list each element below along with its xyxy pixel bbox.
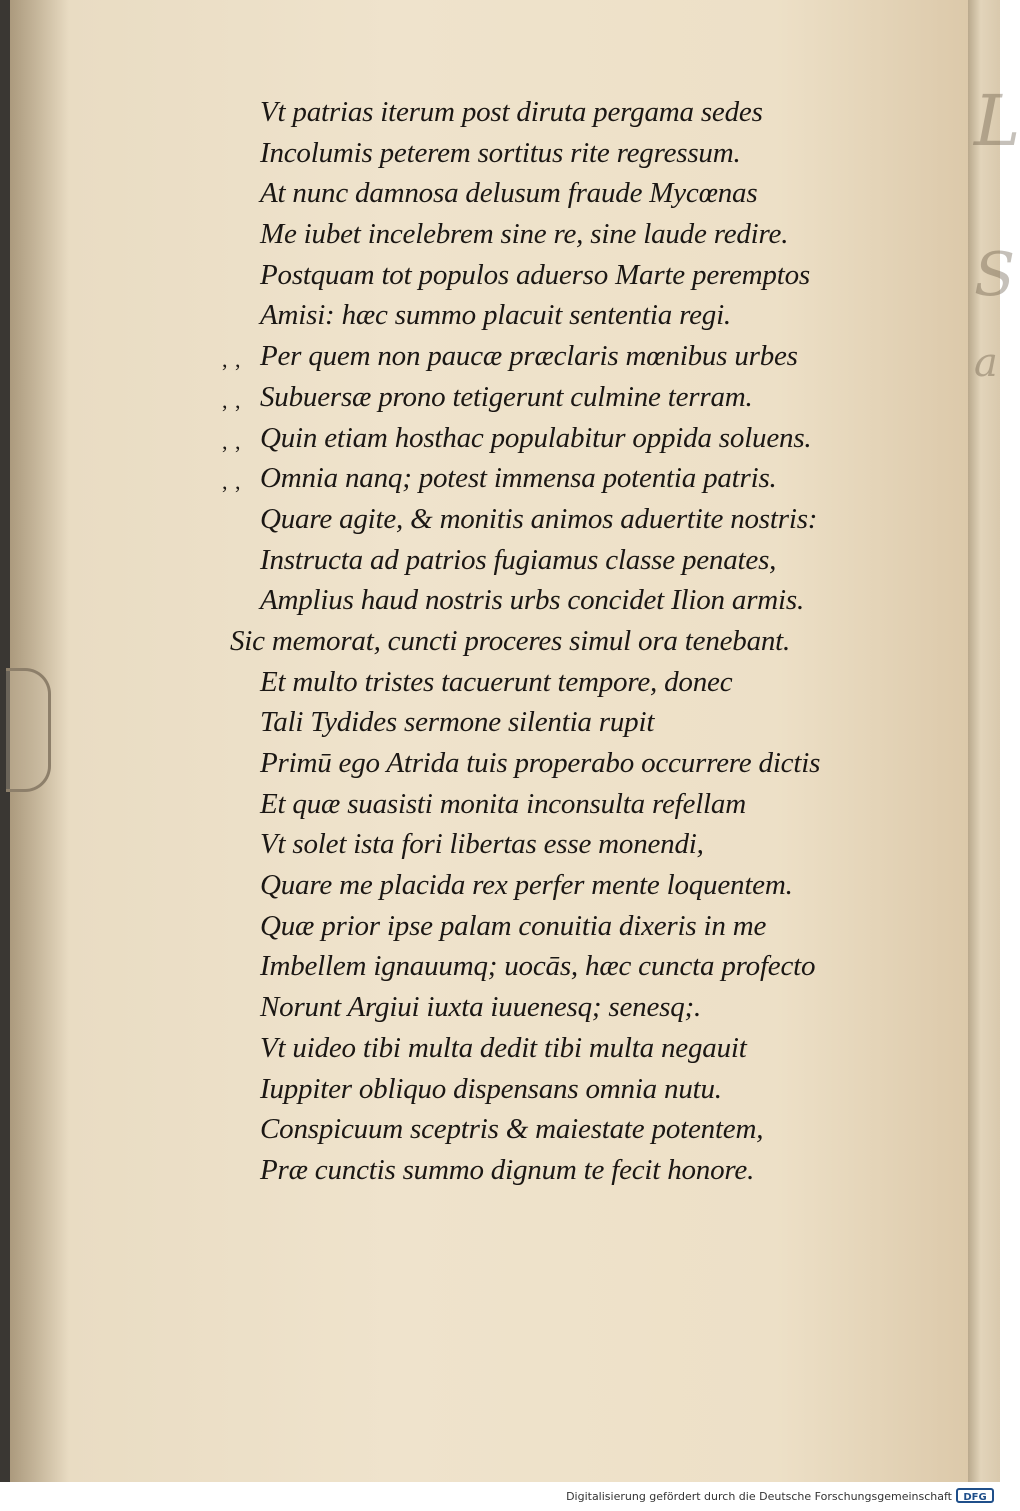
verse-line [210, 173, 930, 214]
verse-line-text: Imbellem ignauumq; uocās, hæc cuncta profecto [260, 950, 816, 983]
verse-line [210, 906, 930, 947]
ghost-glyph: L [974, 80, 1020, 162]
verse-line [210, 621, 930, 662]
verse-line [210, 458, 930, 499]
verse-line [210, 336, 930, 377]
verse-line [210, 946, 930, 987]
gnomic-quote-mark: , , [222, 428, 242, 454]
verse-line-text: Præ cunctis summo dignum te fecit honore. [260, 1153, 755, 1186]
facing-page-edge [968, 0, 1020, 1482]
verse-line [210, 1028, 930, 1069]
verse-line-text: Vt solet ista fori libertas esse monendi, [260, 828, 704, 861]
verse-line-text: Conspicuum sceptris & maiestate potentem, [260, 1113, 764, 1146]
verse-line [210, 418, 930, 459]
verse-line [210, 1109, 930, 1150]
verse-line-text: Tali Tydides sermone silentia rupit [260, 706, 655, 739]
verse-line [210, 1069, 930, 1110]
footer-bar [0, 1482, 1000, 1511]
verse-line [210, 214, 930, 255]
verse-line-text: Et quæ suasisti monita inconsulta refellam [260, 787, 746, 820]
verse-line [210, 824, 930, 865]
verse-line [210, 865, 930, 906]
verse-line-text: Instructa ad patrios fugiamus classe penates, [260, 543, 777, 576]
verse-line [210, 499, 930, 540]
verse-line-text: Norunt Argiui iuxta iuuenesq; senesq;. [260, 991, 702, 1024]
verse-line [210, 1150, 930, 1191]
verse-line [210, 580, 930, 621]
verse-line [210, 662, 930, 703]
verse-line-text: Omnia nanq; potest immensa potentia patris. [260, 462, 777, 495]
verse-line [210, 377, 930, 418]
page-tab-marker [6, 668, 51, 792]
verse-line [210, 743, 930, 784]
verse-line-text: Quare me placida rex perfer mente loquentem. [260, 869, 793, 902]
poem-text-block [210, 92, 930, 1191]
verse-line-text: Quæ prior ipse palam conuitia dixeris in me [260, 909, 767, 942]
verse-line-text: Postquam tot populos aduerso Marte peremptos [260, 258, 810, 291]
ghost-glyph: S [974, 240, 1016, 310]
dfg-logo: DFG [956, 1488, 994, 1503]
verse-line-text: Quin etiam hosthac populabitur oppida soluens. [260, 421, 812, 454]
gnomic-quote-mark: , , [222, 469, 242, 495]
verse-line [210, 133, 930, 174]
verse-line [210, 540, 930, 581]
verse-line [210, 987, 930, 1028]
verse-line-text: Vt uideo tibi multa dedit tibi multa negauit [260, 1031, 747, 1064]
book-page [10, 0, 968, 1482]
verse-line [210, 295, 930, 336]
funding-credit: Digitalisierung gefördert durch die Deutsche Forschungsgemeinschaft [566, 1490, 952, 1503]
verse-line-text: Me iubet incelebrem sine re, sine laude redire. [260, 218, 789, 251]
verse-line-text: Sic memorat, cuncti proceres simul ora tenebant. [230, 624, 791, 657]
verse-line-text: Subuersæ prono tetigerunt culmine terram. [260, 380, 753, 413]
verse-line-text: Amplius haud nostris urbs concidet Ilion armis. [260, 584, 805, 617]
verse-line-text: Primū ego Atrida tuis properabo occurrere dictis [260, 747, 821, 779]
verse-line [210, 702, 930, 743]
verse-line-text: Per quem non paucæ præclaris mœnibus urbes [260, 340, 798, 373]
verse-line-text: At nunc damnosa delusum fraude Mycœnas [260, 177, 758, 210]
verse-line-text: Vt patrias iterum post diruta pergama sedes [260, 96, 763, 128]
verse-line-text: Et multo tristes tacuerunt tempore, donec [260, 665, 733, 698]
verse-line [210, 92, 930, 133]
verse-line [210, 784, 930, 825]
gnomic-quote-mark: , , [222, 387, 242, 413]
verse-line [210, 255, 930, 296]
verse-line-text: Iuppiter obliquo dispensans omnia nutu. [260, 1072, 722, 1105]
ghost-glyph: a [974, 340, 998, 386]
gnomic-quote-mark: , , [222, 347, 242, 373]
verse-line-text: Incolumis peterem sortitus rite regressum. [260, 136, 741, 169]
verse-line-text: Quare agite, & monitis animos aduertite nostris: [260, 502, 818, 535]
verse-line-text: Amisi: hæc summo placuit sententia regi. [260, 299, 731, 332]
